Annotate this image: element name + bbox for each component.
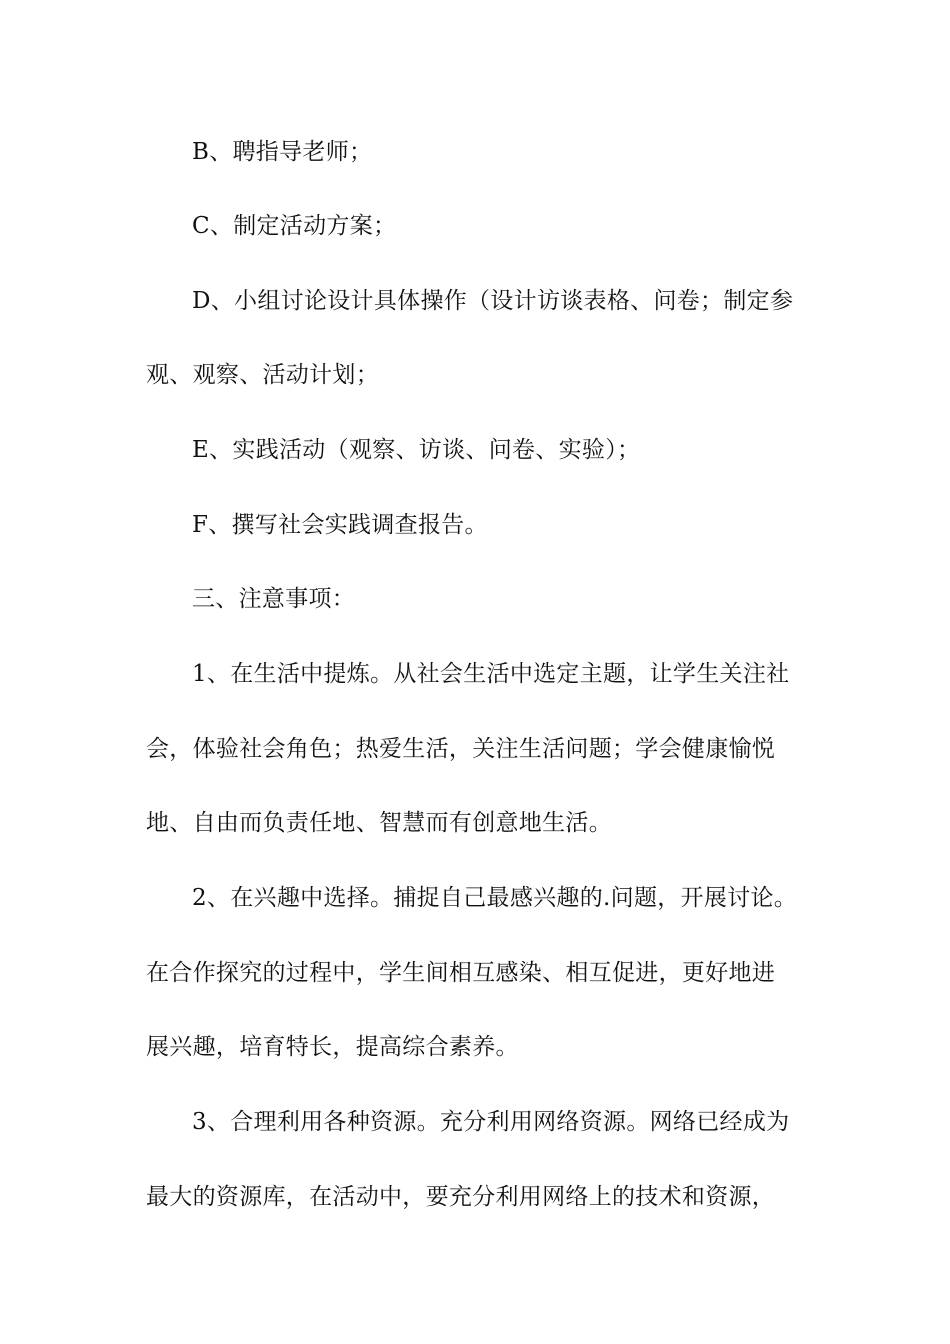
note-2-line-2: 在合作探究的过程中，学生间相互感染、相互促进，更好地进 [146, 960, 776, 986]
step-e-line: E、实践活动（观察、访谈、问卷、实验）； [192, 437, 641, 463]
step-d-continuation-line: 观、观察、活动计划； [146, 362, 379, 388]
note-3-line-1: 3、合理利用各种资源。充分利用网络资源。网络已经成为 [192, 1109, 790, 1135]
step-b-line: B、聘指导老师； [192, 139, 373, 165]
note-3-line-2: 最大的资源库，在活动中，要充分利用网络上的技术和资源， [146, 1184, 776, 1210]
note-1-line-2: 会，体验社会角色；热爱生活，关注生活问题；学会健康愉悦 [146, 736, 776, 762]
step-f-line: F、撰写社会实践调查报告。 [192, 512, 488, 538]
note-1-line-1: 1、在生活中提炼。从社会生活中选定主题，让学生关注社 [192, 661, 790, 687]
note-1-line-3: 地、自由而负责任地、智慧而有创意地生活。 [146, 810, 612, 836]
step-c-line: C、制定活动方案； [192, 213, 397, 239]
note-2-line-1: 2、在兴趣中选择。捕捉自己最感兴趣的.问题，开展讨论。 [192, 885, 798, 911]
note-2-line-3: 展兴趣，培育特长，提高综合素养。 [146, 1034, 519, 1060]
section-heading: 三、注意事项： [192, 586, 356, 612]
step-d-line: D、小组讨论设计具体操作（设计访谈表格、问卷；制定参 [192, 288, 794, 314]
